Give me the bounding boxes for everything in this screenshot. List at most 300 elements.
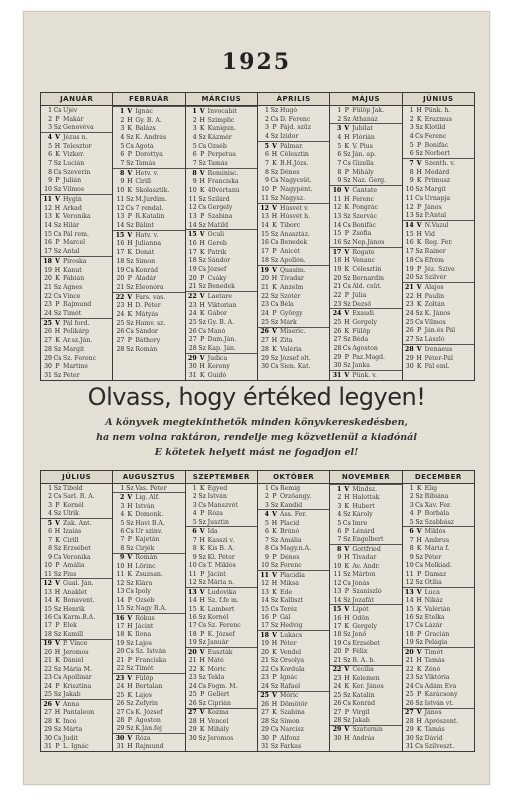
name-day: Jéz. Szíve <box>424 265 455 273</box>
weekday-abbr: Sz <box>53 186 62 194</box>
day-number: 3 <box>409 501 414 509</box>
day-row <box>113 536 184 544</box>
name-day: Franciska <box>207 178 239 186</box>
weekday-abbr: P <box>272 734 277 742</box>
weekday-abbr: Cs <box>342 283 351 291</box>
day-row <box>41 726 112 734</box>
day-number: 3 <box>265 501 269 509</box>
day-row <box>330 656 401 664</box>
day-number: 1 <box>337 485 342 493</box>
name-day: Cecília <box>352 666 374 674</box>
weekday-abbr: Cs <box>125 708 134 716</box>
name-day: Újév <box>63 106 78 114</box>
day-row <box>403 185 474 194</box>
name-day: Nagy B.A. <box>135 605 167 613</box>
day-row <box>403 708 474 717</box>
day-row <box>330 238 401 247</box>
day-number: 20 <box>261 648 269 656</box>
day-number: 13 <box>405 588 414 596</box>
day-number: 21 <box>333 283 342 291</box>
weekday-abbr: H <box>54 266 61 274</box>
day-number: 12 <box>116 204 125 212</box>
name-day: Kereny <box>207 363 230 371</box>
weekday-abbr: Sz <box>198 257 206 265</box>
day-number: 15 <box>405 605 414 613</box>
name-day: János <box>424 709 442 717</box>
name-day: Vilmos <box>424 318 446 326</box>
weekday-abbr: Sz <box>343 511 351 519</box>
day-number: 18 <box>188 257 197 265</box>
day-row <box>41 622 112 630</box>
weekday-abbr: V <box>55 700 60 708</box>
weekday-abbr: Sz <box>270 597 279 605</box>
name-day: Béda <box>352 336 369 344</box>
weekday-abbr: K <box>127 691 133 699</box>
day-number: 8 <box>265 545 269 553</box>
weekday-abbr: Cs <box>342 221 351 229</box>
day-row <box>258 168 329 177</box>
weekday-abbr: V <box>272 142 277 150</box>
day-row <box>186 613 257 621</box>
day-row <box>330 212 401 221</box>
name-day: Elek <box>63 622 77 630</box>
weekday-abbr: Sz <box>53 221 62 229</box>
day-row <box>330 150 401 159</box>
weekday-abbr: V <box>199 648 205 656</box>
day-list <box>330 106 401 380</box>
day-row <box>258 371 329 380</box>
name-day: Gizella <box>352 159 374 167</box>
day-row <box>186 518 257 526</box>
day-row <box>113 604 184 612</box>
day-number: 14 <box>44 221 52 229</box>
name-day: Sándor <box>135 328 158 336</box>
day-number: 7 <box>120 160 125 168</box>
day-number: 6 <box>192 151 197 159</box>
weekday-abbr: Cs <box>125 588 134 596</box>
name-day: Jozafát <box>352 596 374 604</box>
weekday-abbr: Sz <box>270 562 279 570</box>
day-number: 12 <box>44 204 52 212</box>
name-day: P. Vince <box>63 640 88 648</box>
day-row <box>330 484 401 493</box>
day-number: 27 <box>44 337 52 345</box>
name-day: Áld. csüt. <box>352 283 382 291</box>
day-row <box>330 596 401 604</box>
name-day: Zsófia <box>352 230 372 238</box>
name-day: Vencel <box>207 717 229 725</box>
weekday-abbr: V <box>127 554 133 562</box>
weekday-abbr: Sz <box>126 133 134 141</box>
name-day: Erzsébet <box>63 545 91 553</box>
day-number: 1 <box>48 484 52 492</box>
weekday-abbr: Sz <box>270 230 279 238</box>
weekday-abbr: K <box>127 125 133 133</box>
day-row <box>186 743 257 751</box>
day-number: 20 <box>188 648 197 656</box>
day-number: 4 <box>265 132 269 140</box>
weekday-abbr: Cs <box>53 553 62 561</box>
name-day: Sz. f.fe m. <box>207 597 239 605</box>
name-day: Remig <box>279 484 301 492</box>
day-number: 18 <box>116 257 125 265</box>
day-number: 19 <box>188 265 197 273</box>
day-row <box>403 106 474 115</box>
name-day: Placid <box>279 519 300 527</box>
name-day: Lucián <box>63 160 85 168</box>
month-column <box>258 471 330 751</box>
day-row <box>258 221 329 230</box>
weekday-abbr: Cs <box>342 639 351 647</box>
day-number: 1 <box>120 107 125 115</box>
day-row <box>186 159 257 168</box>
day-number: 15 <box>188 231 197 239</box>
name-day: D. Péter <box>135 302 161 310</box>
day-row <box>113 519 184 527</box>
name-day: Tamás <box>135 160 156 168</box>
day-number: 27 <box>333 708 342 716</box>
name-day: Erazmus <box>424 115 453 123</box>
day-number: 5 <box>265 519 269 527</box>
day-number: 22 <box>261 292 269 300</box>
day-number: 5 <box>192 142 197 150</box>
name-day: Veronika <box>63 213 91 221</box>
weekday-abbr: Cs <box>342 344 351 352</box>
day-number: 15 <box>261 230 269 238</box>
day-number: 23 <box>405 674 414 682</box>
day-number: 18 <box>333 631 342 639</box>
day-number: 7 <box>337 536 342 544</box>
name-day: Jenő <box>352 631 367 639</box>
name-day: Ker. János <box>352 683 384 691</box>
name-day: Margit <box>424 186 447 194</box>
weekday-abbr: H <box>271 580 278 588</box>
day-row <box>41 553 112 561</box>
day-row <box>403 639 474 647</box>
day-number: 3 <box>192 125 197 133</box>
name-day: Kl. Péter <box>207 553 235 561</box>
day-row <box>113 266 184 275</box>
day-number: 28 <box>44 345 52 353</box>
weekday-abbr: Sz <box>198 614 206 621</box>
day-number: 13 <box>116 213 125 221</box>
weekday-abbr: K <box>344 622 350 630</box>
day-row <box>258 141 329 151</box>
weekday-abbr: Sz <box>198 221 206 229</box>
day-row <box>330 176 401 185</box>
day-number: 30 <box>405 363 414 371</box>
day-row <box>41 630 112 638</box>
name-day: Dezső <box>352 300 372 308</box>
day-number: 25 <box>43 319 52 327</box>
weekday-abbr: K <box>55 337 60 345</box>
day-number: 27 <box>188 709 197 717</box>
day-number: 3 <box>192 501 197 509</box>
weekday-abbr: V <box>344 485 350 493</box>
name-day: Szabbász <box>424 518 454 526</box>
day-number: 24 <box>116 311 125 319</box>
month-name: MÁRCIUS <box>186 93 257 106</box>
weekday-abbr: Sz <box>126 579 134 587</box>
weekday-abbr: K <box>416 363 422 371</box>
day-row <box>258 509 329 518</box>
day-row <box>113 587 184 595</box>
name-day: Vilmos <box>63 186 85 194</box>
name-day: Urnapja <box>424 194 451 202</box>
weekday-abbr: Sz <box>53 124 62 132</box>
day-row <box>41 204 112 213</box>
day-row <box>258 239 329 248</box>
name-day: Ágoston <box>352 344 378 352</box>
name-day: Viktorian <box>207 301 237 309</box>
name-day: Január <box>207 639 229 647</box>
weekday-abbr: P <box>344 588 349 596</box>
day-row <box>41 682 112 690</box>
day-number: 29 <box>116 725 125 733</box>
day-row <box>41 596 112 604</box>
name-day: Placidia <box>279 571 305 579</box>
day-number: 23 <box>188 301 197 309</box>
name-day: Jakab <box>352 716 370 724</box>
name-day: K. József <box>207 630 235 638</box>
day-row <box>403 292 474 301</box>
weekday-abbr: P <box>272 186 277 194</box>
name-day: Kanut <box>63 266 82 274</box>
weekday-abbr: H <box>416 657 422 665</box>
name-day: Venanc <box>352 257 375 265</box>
day-row <box>330 265 401 274</box>
name-day: Szimplic <box>207 116 235 124</box>
day-number: 31 <box>405 743 414 751</box>
day-row <box>258 309 329 318</box>
weekday-abbr: V <box>55 133 60 141</box>
weekday-abbr: H <box>271 640 278 648</box>
day-row <box>186 133 257 142</box>
day-row <box>113 691 184 699</box>
day-row <box>186 239 257 248</box>
weekday-abbr: V <box>127 734 133 742</box>
day-number: 15 <box>115 231 125 239</box>
weekday-abbr: K <box>272 160 277 168</box>
day-list <box>258 106 329 380</box>
name-day: Tamás <box>207 159 228 167</box>
name-day: Kis B. A. <box>207 545 235 553</box>
name-day: Karácsony <box>424 691 458 699</box>
name-day: Hetv. v. <box>135 169 159 177</box>
day-number: 26 <box>405 327 414 335</box>
weekday-abbr: K <box>127 631 133 639</box>
day-row <box>186 177 257 186</box>
day-row <box>258 665 329 673</box>
second-half-calendar <box>40 470 475 752</box>
weekday-abbr: P <box>200 274 205 282</box>
day-row <box>113 328 184 337</box>
name-day: Invocabit <box>207 107 237 115</box>
day-row <box>330 195 401 204</box>
day-row <box>330 691 401 699</box>
name-day: Bonifác <box>424 141 449 149</box>
day-number: 16 <box>333 614 342 622</box>
weekday-abbr: Sz <box>198 493 206 501</box>
day-row <box>113 283 184 292</box>
weekday-abbr: V <box>55 319 60 327</box>
weekday-abbr: K <box>416 545 422 553</box>
day-row <box>186 327 257 336</box>
day-row <box>41 509 112 517</box>
name-day: Csáky <box>207 274 227 282</box>
weekday-abbr: P <box>417 570 422 578</box>
name-day: Athanáz <box>352 115 378 123</box>
day-number: 26 <box>188 699 197 707</box>
day-number: 8 <box>409 168 414 176</box>
weekday-abbr: H <box>271 275 278 283</box>
name-day: Jusztin <box>207 518 230 526</box>
weekday-abbr: Sz <box>415 553 423 561</box>
weekday-abbr: K <box>127 511 133 519</box>
day-row <box>330 631 401 639</box>
name-day: Célesztin <box>279 151 309 159</box>
day-row <box>403 239 474 248</box>
weekday-abbr: Cs <box>342 700 351 708</box>
name-day: Gál <box>279 614 291 621</box>
day-number: 9 <box>48 553 52 561</box>
name-day: Sarl. B. A. <box>63 493 95 501</box>
weekday-abbr: P <box>55 682 60 690</box>
day-number: 18 <box>261 256 269 264</box>
name-day: Róza <box>207 510 223 518</box>
weekday-abbr: K <box>199 371 205 379</box>
name-day: Cirill <box>135 178 151 186</box>
name-day: Anna <box>63 700 80 708</box>
day-number: 7 <box>409 160 414 168</box>
day-number: 30 <box>44 734 52 742</box>
day-number: 24 <box>188 310 197 318</box>
day-row <box>113 301 184 310</box>
weekday-abbr: H <box>127 683 133 691</box>
weekday-abbr: Sz <box>270 622 279 630</box>
day-number: 28 <box>405 717 414 725</box>
day-number: 9 <box>337 177 342 185</box>
day-number: 20 <box>333 648 342 656</box>
month-column <box>113 93 185 380</box>
weekday-abbr: Sz <box>198 344 206 352</box>
name-day: Rajmund <box>135 743 164 751</box>
name-day: Gellért <box>207 691 230 699</box>
day-row <box>41 561 112 569</box>
name-day: Dénes <box>279 553 300 561</box>
name-day: Margit <box>63 345 85 353</box>
weekday-abbr: V <box>344 606 350 614</box>
name-day: Vas. Péter <box>135 484 167 492</box>
day-number: 28 <box>261 345 269 353</box>
day-row <box>403 734 474 742</box>
day-row <box>41 536 112 544</box>
name-day: Zita <box>279 337 293 345</box>
weekday-abbr: Sz <box>53 665 62 673</box>
weekday-abbr: K <box>55 657 60 665</box>
weekday-abbr: Sz <box>198 159 206 167</box>
weekday-abbr: P <box>55 562 60 570</box>
day-number: 29 <box>261 726 269 734</box>
day-row <box>41 274 112 283</box>
day-row <box>113 510 184 518</box>
day-row <box>41 354 112 363</box>
name-day: Kornél <box>63 501 84 509</box>
day-row <box>403 613 474 621</box>
day-row <box>258 527 329 535</box>
day-number: 16 <box>115 614 125 622</box>
day-number: 7 <box>192 536 197 544</box>
day-number: 2 <box>48 493 52 501</box>
name-day: Kordula <box>279 665 305 673</box>
day-number: 28 <box>333 344 342 352</box>
name-day: Vince <box>63 292 81 300</box>
weekday-abbr: Cs <box>53 493 62 501</box>
day-number: 31 <box>116 743 125 751</box>
weekday-abbr: Sz <box>270 354 279 362</box>
day-row <box>258 734 329 742</box>
name-day: Konrád <box>352 700 376 708</box>
day-number: 24 <box>116 683 125 691</box>
weekday-abbr: Cs <box>125 648 134 656</box>
day-row <box>330 544 401 553</box>
day-row <box>186 509 257 517</box>
name-day: Móric <box>207 665 227 673</box>
weekday-abbr: K <box>199 186 205 194</box>
day-number: 29 <box>332 726 342 734</box>
name-day: Kelemen <box>352 674 380 682</box>
name-day: Gy. B. A. <box>207 318 235 326</box>
day-row <box>403 717 474 725</box>
day-row <box>258 630 329 639</box>
day-number: 20 <box>333 274 342 282</box>
weekday-abbr: P <box>344 291 349 299</box>
day-row <box>41 362 112 371</box>
day-row <box>186 335 257 344</box>
day-row <box>258 123 329 132</box>
name-day: Otilia <box>424 579 442 587</box>
day-number: 12 <box>43 580 52 588</box>
month-column <box>113 471 185 751</box>
day-number: 30 <box>333 734 342 742</box>
day-row <box>258 709 329 717</box>
day-number: 11 <box>188 195 197 203</box>
weekday-abbr: Sz <box>126 221 134 229</box>
month-column <box>258 93 330 380</box>
day-row <box>41 484 112 492</box>
weekday-abbr: Sz <box>343 536 351 544</box>
weekday-abbr: H <box>416 717 422 725</box>
day-row <box>41 256 112 266</box>
weekday-abbr: H <box>54 588 61 596</box>
name-day: Sz. István <box>135 648 167 656</box>
weekday-abbr: P <box>344 106 349 114</box>
day-row <box>330 221 401 230</box>
weekday-abbr: K <box>127 311 133 319</box>
day-row <box>330 361 401 370</box>
day-row <box>186 734 257 742</box>
weekday-abbr: P <box>127 536 132 544</box>
name-day: Julián <box>63 177 82 185</box>
weekday-abbr: V <box>55 580 60 588</box>
day-row <box>403 587 474 596</box>
day-row <box>186 691 257 699</box>
name-day: Perpetua <box>207 151 236 159</box>
name-day: Zak. Ant. <box>63 519 92 527</box>
weekday-abbr: Sz <box>343 177 351 185</box>
name-day: Tivadar <box>352 554 377 562</box>
day-number: 22 <box>333 291 342 299</box>
